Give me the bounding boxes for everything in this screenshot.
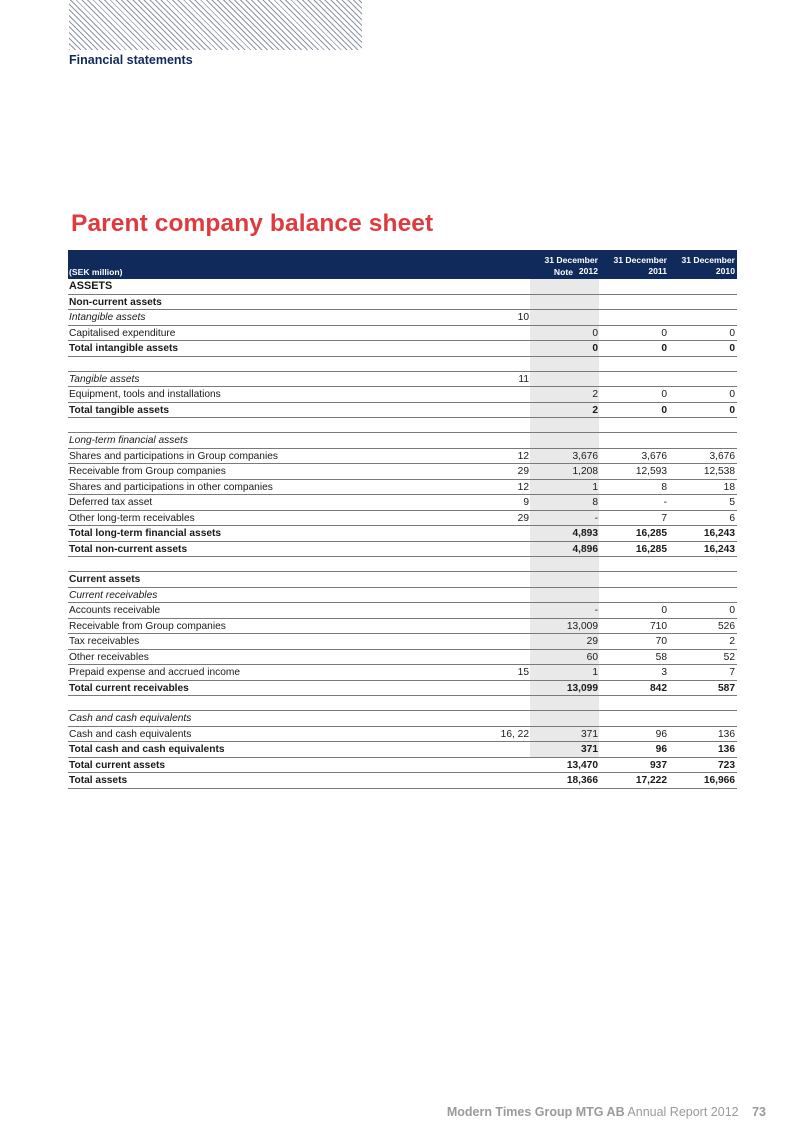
value-2010: 0 bbox=[729, 343, 735, 354]
value-2010: 12,538 bbox=[703, 466, 735, 477]
row-label: Equipment, tools and installations bbox=[69, 389, 221, 400]
table-row bbox=[68, 742, 737, 758]
value-2011: 8 bbox=[661, 481, 667, 493]
table-row bbox=[68, 634, 737, 650]
value-2010: 52 bbox=[723, 651, 735, 663]
table-row bbox=[68, 603, 737, 619]
row-label: Receivable from Group companies bbox=[69, 620, 226, 632]
column-header-2010-line2: 2010 bbox=[715, 266, 735, 276]
value-2010: 136 bbox=[718, 728, 735, 740]
table-row bbox=[68, 588, 737, 604]
value-2012: 371 bbox=[581, 744, 598, 755]
footer-report: Annual Report 2012 bbox=[627, 1105, 739, 1119]
row-label: Deferred tax asset bbox=[69, 497, 153, 508]
table-row bbox=[68, 511, 737, 527]
spacer-row bbox=[68, 418, 737, 433]
row-note: 16, 22 bbox=[500, 728, 529, 740]
value-2010: 6 bbox=[729, 512, 735, 524]
value-2010: 18 bbox=[723, 481, 735, 493]
column-header-2012-line1: 31 December bbox=[544, 255, 598, 265]
value-2012: 13,009 bbox=[566, 620, 598, 632]
row-label: Capitalised expenditure bbox=[69, 327, 176, 339]
table-body bbox=[68, 279, 737, 789]
row-note: 29 bbox=[517, 512, 529, 524]
table-row bbox=[68, 542, 737, 558]
row-label: Current receivables bbox=[69, 589, 158, 601]
value-2012: 2 bbox=[592, 404, 598, 416]
value-2012: 0 bbox=[592, 343, 598, 354]
row-label: Tax receivables bbox=[69, 636, 140, 647]
row-label: Receivable from Group companies bbox=[69, 466, 226, 477]
note-column-header: Note bbox=[553, 267, 573, 277]
value-2011: 17,222 bbox=[635, 775, 667, 786]
value-2012: 8 bbox=[592, 497, 598, 508]
row-label: Total tangible assets bbox=[69, 404, 170, 416]
value-2011: 16,285 bbox=[635, 528, 667, 539]
value-2011: 710 bbox=[650, 620, 667, 632]
value-2012: 13,099 bbox=[566, 682, 598, 694]
page-title: Parent company balance sheet bbox=[71, 210, 434, 237]
value-2011: 16,285 bbox=[635, 543, 667, 555]
row-label: Other receivables bbox=[69, 651, 149, 663]
value-2011: 0 bbox=[661, 389, 667, 400]
value-2012: 3,676 bbox=[572, 450, 598, 462]
row-label: Total long-term financial assets bbox=[69, 528, 222, 539]
table-row bbox=[68, 449, 737, 465]
table-row bbox=[68, 295, 737, 311]
table-row bbox=[68, 619, 737, 635]
value-2012: 1 bbox=[592, 667, 598, 678]
value-2011: 3,676 bbox=[641, 450, 667, 462]
value-2011: 0 bbox=[661, 605, 667, 616]
column-header-2012-line2: 2012 bbox=[578, 266, 598, 276]
table-row bbox=[68, 480, 737, 496]
row-note: 10 bbox=[517, 312, 529, 323]
table-row bbox=[68, 681, 737, 697]
value-2012: - bbox=[594, 605, 598, 616]
table-row bbox=[68, 326, 737, 342]
column-header-2010 bbox=[669, 255, 735, 277]
value-2010: 587 bbox=[718, 682, 735, 694]
value-2012: 1 bbox=[592, 481, 598, 493]
row-label: Intangible assets bbox=[69, 312, 146, 323]
section-label: Financial statements bbox=[69, 53, 193, 67]
value-2011: 70 bbox=[655, 636, 667, 647]
column-header-2010-line1: 31 December bbox=[681, 255, 735, 265]
row-label: Total current assets bbox=[69, 759, 166, 771]
spacer-row bbox=[68, 357, 737, 372]
value-2012: 371 bbox=[581, 728, 598, 740]
table-row bbox=[68, 758, 737, 774]
row-note: 11 bbox=[518, 373, 529, 385]
value-2011: 3 bbox=[661, 667, 667, 678]
spacer-row bbox=[68, 696, 737, 711]
value-2011: 0 bbox=[661, 327, 667, 339]
page-footer bbox=[447, 1105, 766, 1119]
table-row bbox=[68, 572, 737, 588]
value-2012: 4,896 bbox=[572, 543, 598, 555]
value-2010: 7 bbox=[729, 667, 735, 678]
value-2011: 0 bbox=[661, 404, 667, 416]
value-2010: 0 bbox=[729, 605, 735, 616]
row-label: Long-term financial assets bbox=[69, 435, 188, 446]
value-2010: 16,243 bbox=[703, 543, 735, 555]
table-row bbox=[68, 665, 737, 681]
value-2011: 96 bbox=[655, 728, 667, 740]
decorative-hatch-pattern bbox=[69, 0, 362, 50]
table-row bbox=[68, 773, 737, 789]
value-2011: 7 bbox=[661, 512, 667, 524]
value-2011: 12,593 bbox=[635, 466, 667, 477]
row-note: 12 bbox=[517, 450, 529, 462]
value-2010: 5 bbox=[729, 497, 735, 508]
value-2011: 0 bbox=[661, 343, 667, 354]
row-label: Total current receivables bbox=[69, 682, 189, 694]
table-row bbox=[68, 711, 737, 727]
value-2012: 4,893 bbox=[572, 528, 598, 539]
table-row bbox=[68, 403, 737, 419]
value-2011: 96 bbox=[655, 744, 667, 755]
value-2010: 526 bbox=[718, 620, 735, 632]
value-2012: 2 bbox=[592, 389, 598, 400]
row-label: Shares and participations in Group companies bbox=[69, 450, 278, 462]
row-label: ASSETS bbox=[69, 280, 113, 292]
value-2012: 1,208 bbox=[572, 466, 598, 477]
row-label: Other long-term receivables bbox=[69, 512, 195, 524]
value-2011: 58 bbox=[655, 651, 667, 663]
value-2010: 0 bbox=[729, 404, 735, 416]
value-2012: 0 bbox=[592, 327, 598, 339]
table-row bbox=[68, 341, 737, 357]
table-row bbox=[68, 495, 737, 511]
row-label: Shares and participations in other companies bbox=[69, 481, 273, 493]
table-row bbox=[68, 387, 737, 403]
footer-company: Modern Times Group MTG AB bbox=[446, 1105, 625, 1119]
row-note: 12 bbox=[517, 481, 529, 493]
row-note: 29 bbox=[517, 466, 529, 477]
column-header-2011-line1: 31 December bbox=[613, 255, 667, 265]
table-header bbox=[68, 250, 737, 279]
unit-label: (SEK million) bbox=[69, 267, 123, 277]
value-2010: 3,676 bbox=[709, 450, 735, 462]
row-label: Total assets bbox=[69, 775, 128, 786]
value-2010: 136 bbox=[718, 744, 735, 755]
value-2010: 2 bbox=[729, 636, 735, 647]
value-2010: 723 bbox=[718, 759, 735, 771]
value-2012: 29 bbox=[586, 636, 598, 647]
column-header-2011-line2: 2011 bbox=[648, 266, 667, 276]
value-2012: 13,470 bbox=[566, 759, 598, 771]
value-2010: 0 bbox=[729, 327, 735, 339]
row-label: Total cash and cash equivalents bbox=[69, 744, 225, 755]
table-row bbox=[68, 526, 737, 542]
row-label: Cash and cash equivalents bbox=[69, 713, 192, 724]
value-2011: 842 bbox=[650, 682, 667, 694]
value-2012: 18,366 bbox=[566, 775, 598, 786]
table-row bbox=[68, 727, 737, 743]
value-2012: 60 bbox=[586, 651, 598, 663]
spacer-row bbox=[68, 557, 737, 572]
row-label: Accounts receivable bbox=[69, 605, 161, 616]
table-row bbox=[68, 433, 737, 449]
row-label: Current assets bbox=[69, 574, 141, 585]
value-2010: 16,243 bbox=[703, 528, 735, 539]
row-note: 15 bbox=[517, 667, 529, 678]
row-label: Total non-current assets bbox=[69, 543, 188, 555]
row-label: Total intangible assets bbox=[69, 343, 179, 354]
table-row bbox=[68, 310, 737, 326]
table-row bbox=[68, 464, 737, 480]
balance-sheet-table bbox=[68, 250, 737, 789]
table-row bbox=[68, 279, 737, 295]
row-label: Non-current assets bbox=[69, 296, 162, 308]
column-header-2012 bbox=[532, 255, 598, 277]
row-label: Tangible assets bbox=[69, 373, 140, 385]
column-header-2011 bbox=[601, 255, 667, 277]
value-2010: 0 bbox=[729, 389, 735, 400]
row-note: 9 bbox=[523, 497, 529, 508]
value-2011: 937 bbox=[650, 759, 667, 771]
row-label: Prepaid expense and accrued income bbox=[69, 667, 241, 678]
page-number: 73 bbox=[752, 1105, 766, 1119]
table-row bbox=[68, 372, 737, 388]
value-2012: - bbox=[594, 512, 598, 524]
row-label: Cash and cash equivalents bbox=[69, 728, 192, 740]
value-2010: 16,966 bbox=[703, 775, 735, 786]
table-row bbox=[68, 650, 737, 666]
value-2011: - bbox=[663, 497, 667, 508]
